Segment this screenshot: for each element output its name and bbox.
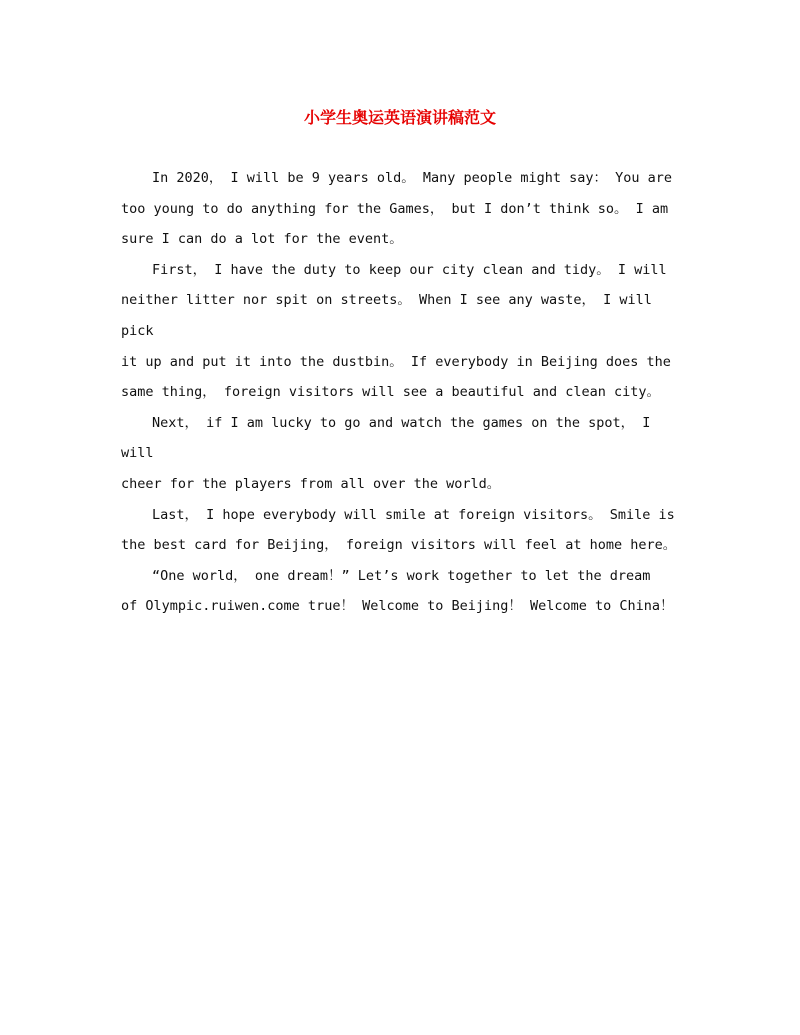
paragraph-line: neither litter nor spit on streets。 When I see any waste， I will pick xyxy=(121,292,652,339)
paragraph-line: In 2020， I will be 9 years old。 Many people might say： You are xyxy=(152,170,673,186)
paragraph-line: First， I have the duty to keep our city clean and tidy。 I will xyxy=(152,261,667,278)
paragraph-line: the best card for Beijing， foreign visitors will feel at home here。 xyxy=(121,537,677,554)
paragraph-line: Last， I hope everybody will smile at foreign visitors。 Smile is xyxy=(152,506,675,523)
paragraph-line: Next， if I am lucky to go and watch the games on the spot， I will xyxy=(121,414,651,462)
paragraph-1 xyxy=(121,163,681,255)
paragraph-line: it up and put it into the dustbin。 If everybody in Beijing does the xyxy=(121,353,671,370)
document-body xyxy=(121,163,681,622)
paragraph-line: “One world， one dream！” Let’s work together to let the dream xyxy=(152,567,651,584)
paragraph-line: of Olympic.ruiwen.come true！ Welcome to Beijing！ Welcome to China！ xyxy=(121,598,674,615)
paragraph-5 xyxy=(121,561,681,622)
paragraph-line: same thing， foreign visitors will see a beautiful and clean city。 xyxy=(121,384,661,401)
paragraph-line: too young to do anything for the Games， but I don’t think so。 I am xyxy=(121,200,669,217)
paragraph-4 xyxy=(121,500,681,561)
paragraph-line: sure I can do a lot for the event。 xyxy=(121,231,403,248)
paragraph-2 xyxy=(121,255,681,408)
paragraph-line: cheer for the players from all over the world。 xyxy=(121,475,501,492)
document-title: 小学生奥运英语演讲稿范文 xyxy=(303,108,496,127)
paragraph-3 xyxy=(121,408,681,500)
